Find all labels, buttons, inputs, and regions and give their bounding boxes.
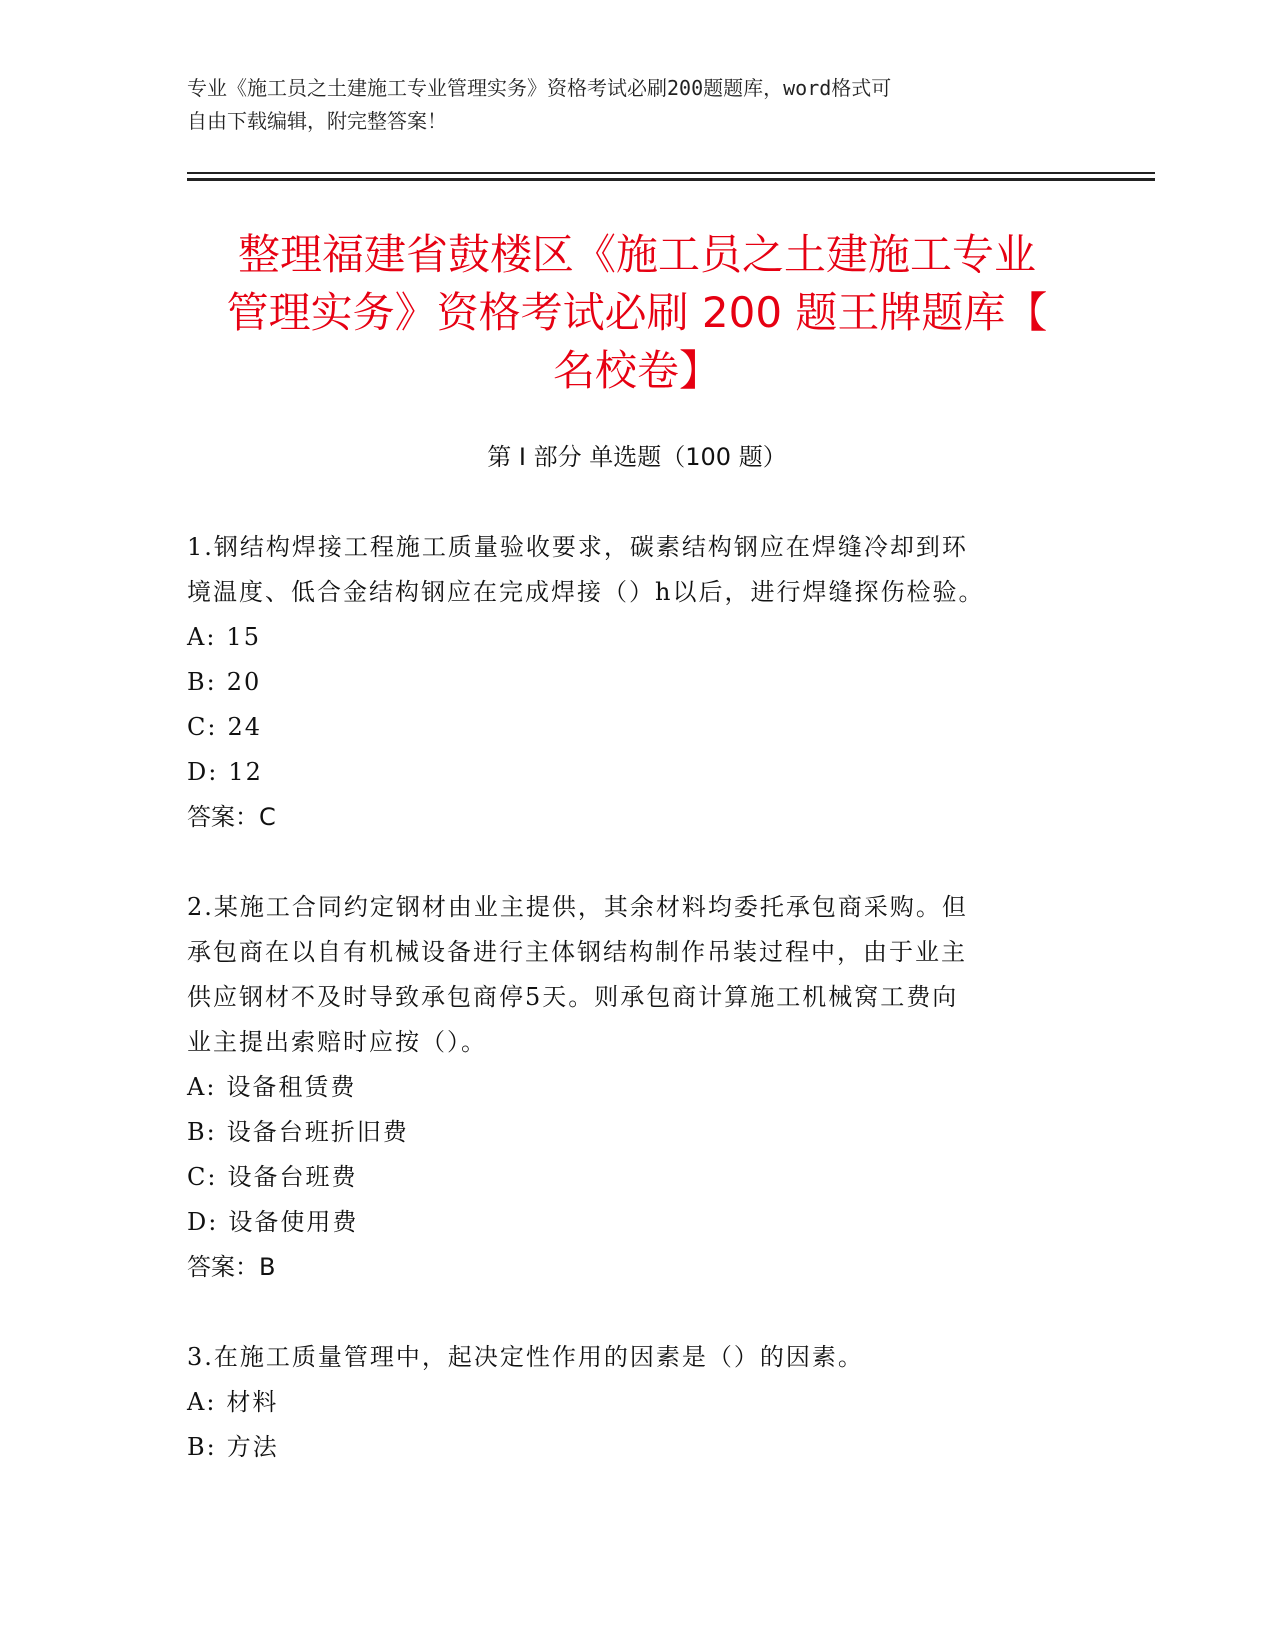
option-a [187, 1065, 1087, 1110]
option-key: A: [187, 1073, 217, 1101]
option-text: 设备使用费 [228, 1208, 359, 1236]
header-divider-thin [187, 172, 1155, 174]
answer-line: 答案：C [187, 803, 276, 831]
question-1 [187, 525, 1087, 840]
option-key: A: [187, 623, 217, 651]
option-text: 材料 [226, 1388, 279, 1416]
question-stem [187, 1335, 1087, 1380]
header-note [187, 72, 1067, 138]
option-a [187, 615, 1087, 660]
option-text: 20 [226, 668, 262, 696]
option-b [187, 1110, 1087, 1155]
header-note-line: 自由下载编辑，附完整答案！ [187, 109, 447, 133]
option-text: 24 [227, 713, 262, 741]
stem-line: 1.钢结构焊接工程施工质量验收要求，碳素结构钢应在焊缝冷却到环 [187, 533, 968, 561]
option-a [187, 1380, 1087, 1425]
header-note-line: 专业《施工员之土建施工专业管理实务》资格考试必刷200题题库，word格式可 [187, 76, 892, 100]
stem-line: 业主提出索赔时应按（）。 [187, 1028, 487, 1056]
option-key: D: [187, 1208, 219, 1236]
question-list [187, 525, 1087, 1515]
stem-line: 供应钢材不及时导致承包商停5天。则承包商计算施工机械窝工费向 [187, 983, 959, 1011]
option-b [187, 1425, 1087, 1470]
option-key: D: [187, 758, 219, 786]
option-key: C: [187, 1163, 218, 1191]
stem-line: 2.某施工合同约定钢材由业主提供，其余材料均委托承包商采购。但 [187, 893, 968, 921]
title-line: 整理福建省鼓楼区《施工员之土建施工专业 [237, 230, 1036, 279]
option-c [187, 705, 1087, 750]
option-key: B: [187, 668, 217, 696]
option-d [187, 750, 1087, 795]
document-title [187, 226, 1087, 400]
option-text: 15 [226, 623, 261, 651]
option-key: C: [187, 713, 218, 741]
question-stem [187, 525, 1087, 615]
question-3 [187, 1335, 1087, 1470]
option-d [187, 1200, 1087, 1245]
answer-line: 答案：B [187, 1253, 276, 1281]
option-text: 12 [228, 758, 263, 786]
question-2 [187, 885, 1087, 1290]
option-key: B: [187, 1118, 217, 1146]
title-line: 名校卷】 [552, 346, 721, 395]
option-c [187, 1155, 1087, 1200]
option-text: 设备租赁费 [226, 1073, 357, 1101]
option-b [187, 660, 1087, 705]
option-key: B: [187, 1433, 217, 1461]
section-heading: 第 I 部分 单选题（100 题） [487, 443, 787, 471]
option-text: 方法 [226, 1433, 279, 1461]
title-line: 管理实务》资格考试必刷 200 题王牌题库【 [226, 288, 1048, 337]
stem-line: 承包商在以自有机械设备进行主体钢结构制作吊装过程中，由于业主 [187, 938, 967, 966]
question-stem [187, 885, 1087, 1065]
stem-line: 3.在施工质量管理中，起决定性作用的因素是（）的因素。 [187, 1343, 864, 1371]
option-text: 设备台班费 [227, 1163, 358, 1191]
stem-line: 境温度、低合金结构钢应在完成焊接（）h以后，进行焊缝探伤检验。 [187, 578, 985, 606]
option-key: A: [187, 1388, 217, 1416]
option-text: 设备台班折旧费 [226, 1118, 409, 1146]
header-divider-thick [187, 178, 1155, 181]
